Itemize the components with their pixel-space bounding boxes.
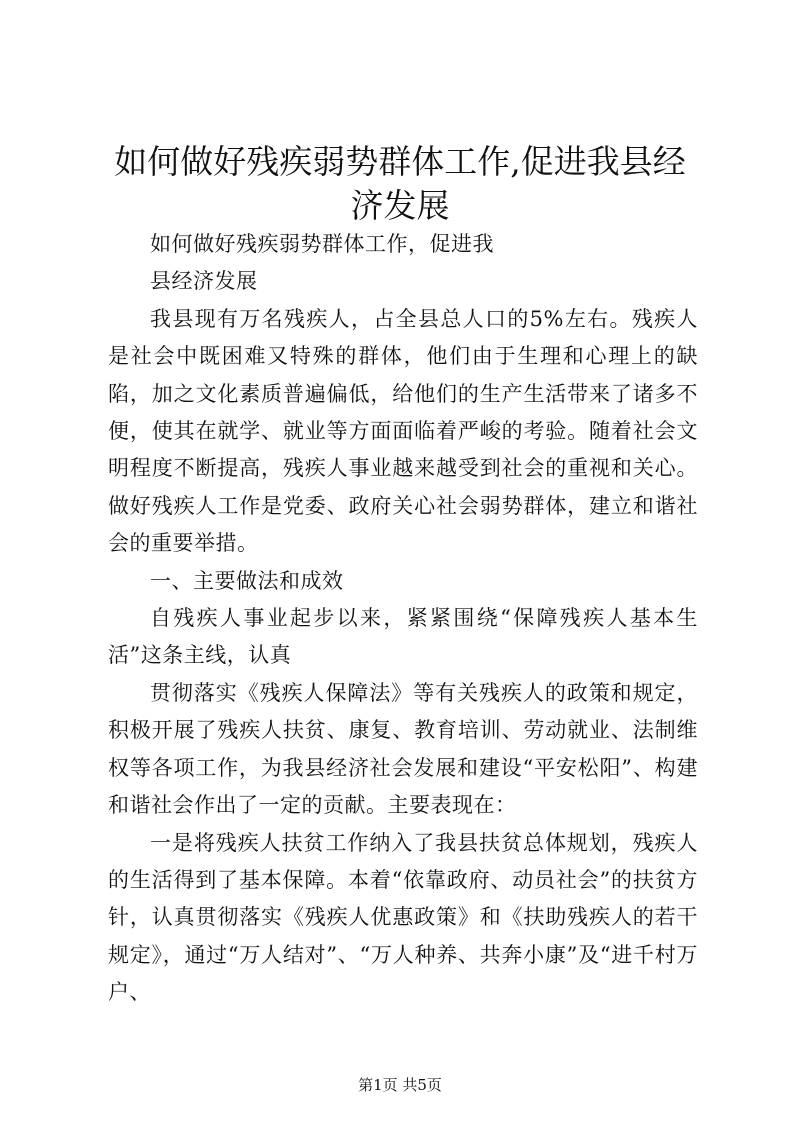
paragraph-main-line: 自残疾人事业起步以来，紧紧围绕“保障残疾人基本生活”这条主线，认真 — [108, 606, 698, 668]
paragraph-policies: 贯彻落实《残疾人保障法》等有关残疾人的政策和规定，积极开展了残疾人扶贫、康复、教育培训、劳动就业、法制维权等各项工作，为我县经济社会发展和建设“平安松阳”、构建和谐社会作出了一定的贡献。主要表现在： — [108, 680, 698, 818]
document-title: 如何做好残疾弱势群体工作,促进我县经济发展 — [114, 142, 686, 225]
paragraph-heading-line-1: 如何做好残疾弱势群体工作，促进我 — [150, 232, 494, 256]
paragraph-poverty-relief: 一是将残疾人扶贫工作纳入了我县扶贫总体规划，残疾人的生活得到了基本保障。本着“依靠政府、动员社会”的扶贫方针，认真贯彻落实《残疾人优惠政策》和《扶助残疾人的若干规定》，通过“万人结对”、“万人种养、共奔小康”及“进千村万户、 — [108, 830, 698, 1005]
paragraph-intro: 我县现有万名残疾人，占全县总人口的5%左右。残疾人是社会中既困难又特殊的群体，他们由于生理和心理上的缺陷，加之文化素质普遍偏低，给他们的生产生活带来了诸多不便，使其在就学、就业等方面面临着严峻的考验。随着社会文明程度不断提高，残疾人事业越来越受到社会的重视和关心。做好残疾人工作是党委、政府关心社会弱势群体，建立和谐社会的重要举措。 — [108, 306, 698, 556]
paragraph-heading-line-2: 县经济发展 — [150, 269, 258, 294]
section-heading: 一、主要做法和成效 — [150, 568, 344, 593]
page-number: 第1页 共5页 — [358, 1076, 442, 1094]
document-body — [108, 226, 698, 1012]
